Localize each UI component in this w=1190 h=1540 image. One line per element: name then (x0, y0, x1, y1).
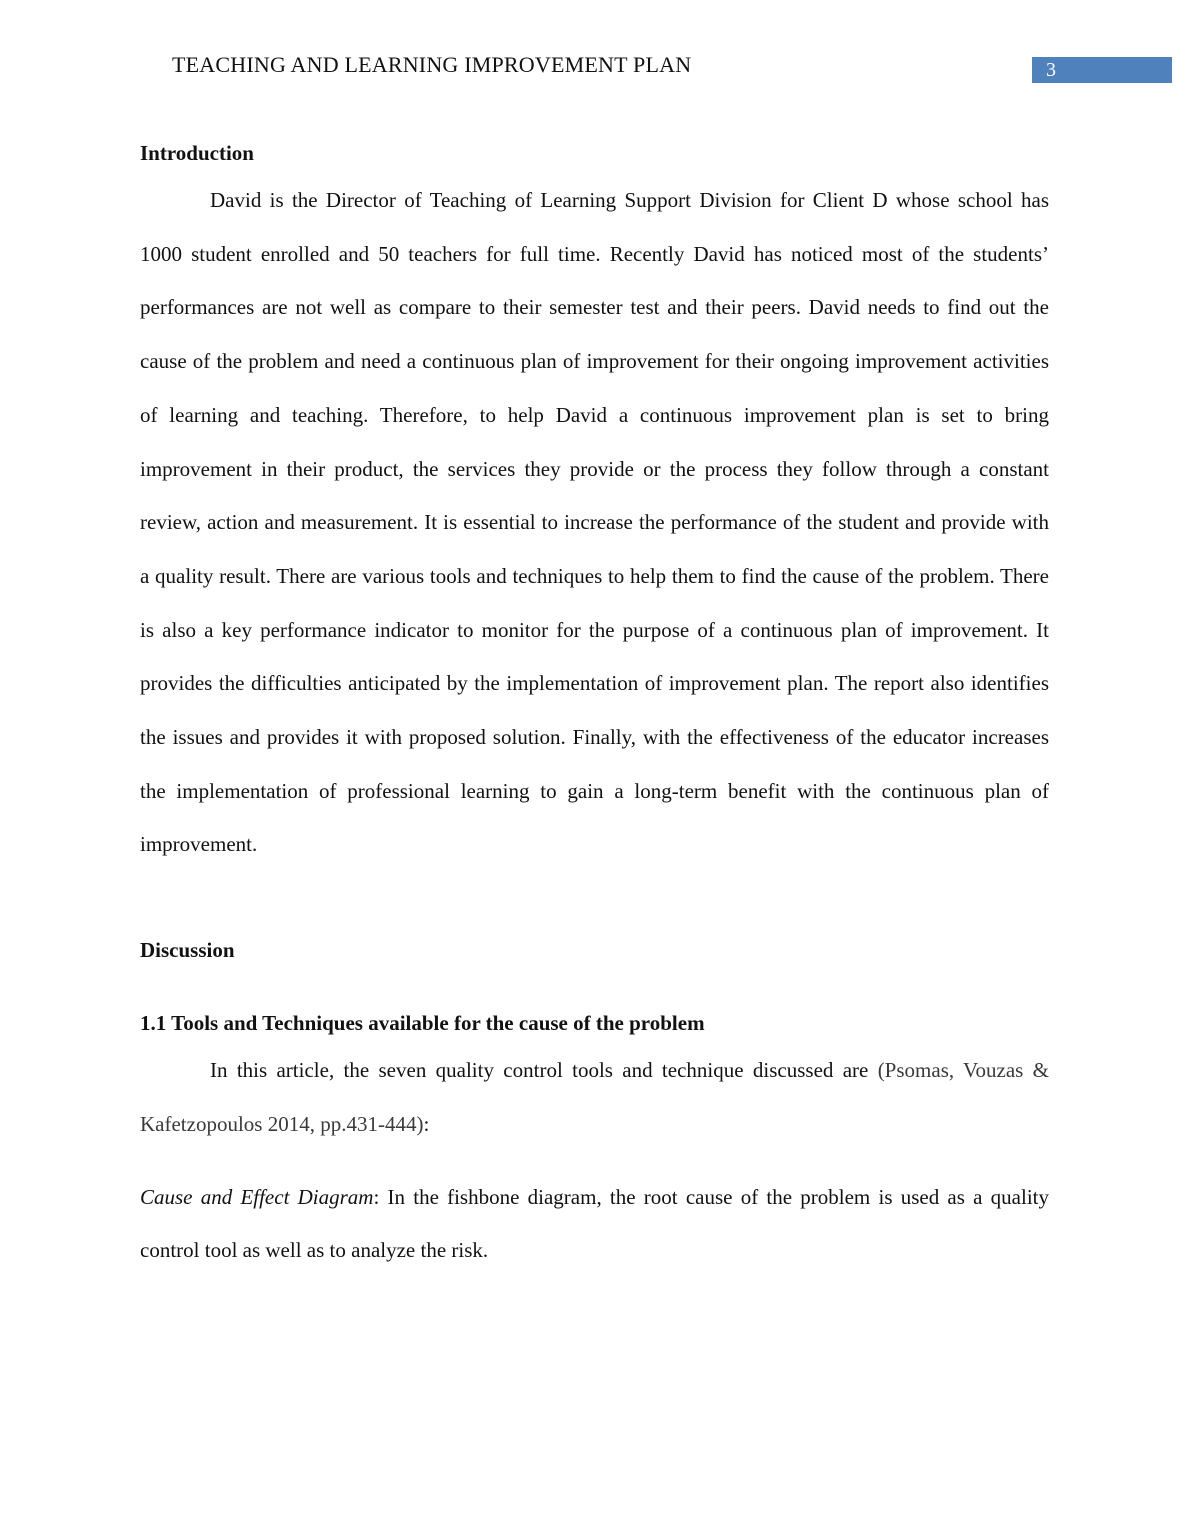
page-number: 3 (1046, 59, 1056, 81)
document-body (140, 132, 1049, 1278)
discussion-heading: Discussion (140, 938, 235, 963)
cause-effect-paragraph (140, 1171, 1049, 1278)
tools-paragraph (140, 1044, 1049, 1151)
introduction-heading: Introduction (140, 141, 254, 165)
introduction-paragraph: David is the Director of Teaching of Learning Support Division for Client D whose school has 1000 student enrolled and 50 teachers for full time. Recently David has noticed most of the students’ performances are not well as compare to their semester test and their peers. David needs to find out the cause of the problem and need a continuous plan of improvement for their ongoing improvement activities of learning and teaching. Therefore, to help David a continuous improvement plan is set to bring improvement in their product, the services they provide or the process they follow through a constant review, action and measurement. It is essential to increase the performance of the student and provide with a quality result. There are various tools and techniques to help them to find the cause of the problem. There is also a key performance indicator to monitor for the purpose of a continuous plan of improvement. It provides the difficulties anticipated by the implementation of improvement plan. The report also identifies the issues and provides it with proposed solution. Finally, with the effectiveness of the educator increases the implementation of professional learning to gain a long-term benefit with the continuous plan of improvement. (140, 188, 1049, 857)
tools-subheading: 1.1 Tools and Techniques available for the cause of the problem (140, 1011, 705, 1036)
cause-effect-term: Cause and Effect Diagram (140, 1184, 374, 1209)
page-number-box (1032, 57, 1172, 83)
cause-effect-text: : In the fishbone diagram, the root cause of the problem is used as a quality control tool as well as to analyze the risk. (140, 1184, 1049, 1263)
running-head-title: TEACHING AND LEARNING IMPROVEMENT PLAN (172, 52, 692, 77)
tools-paragraph-end: : (423, 1111, 430, 1136)
tools-citation: (Psomas, Vouzas & Kafetzopoulos 2014, pp.431-444) (140, 1058, 1049, 1136)
tools-paragraph-text: In this article, the seven quality control tools and technique discussed are (210, 1058, 878, 1083)
